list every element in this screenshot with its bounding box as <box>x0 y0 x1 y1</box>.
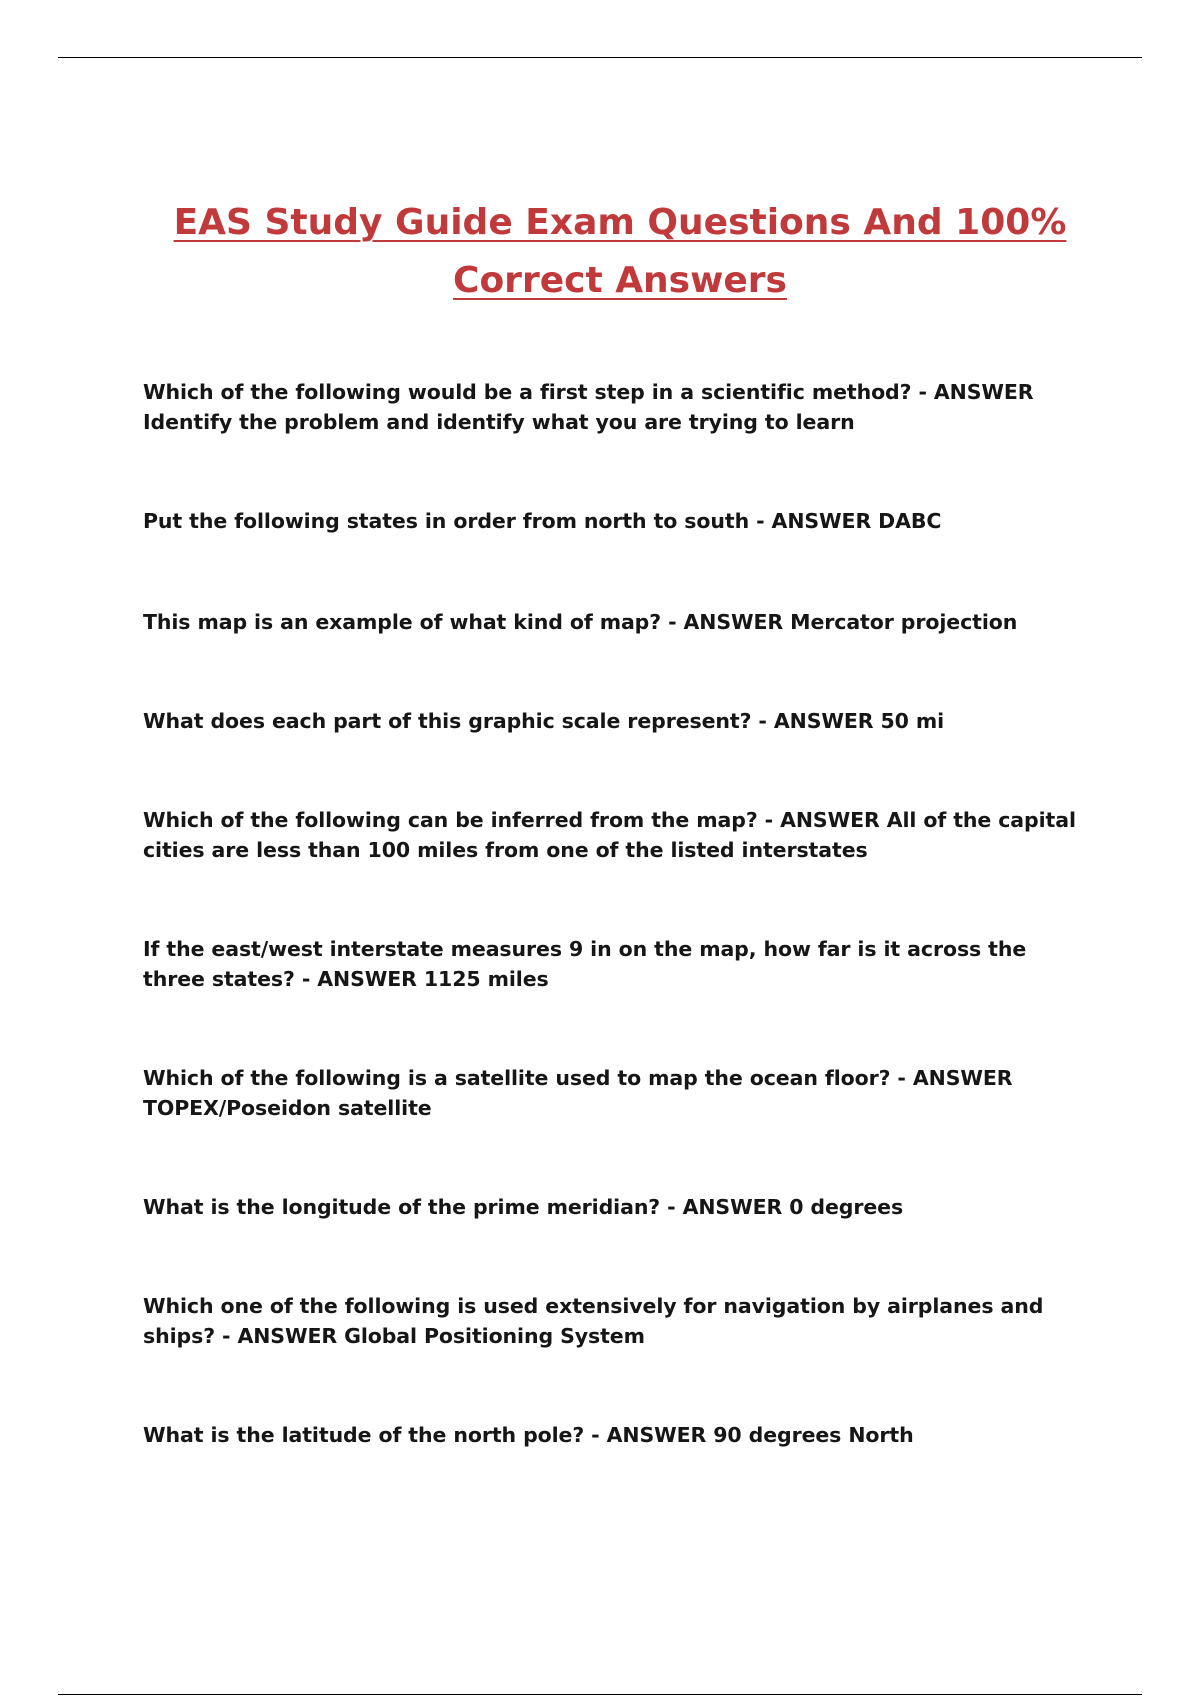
qa-item-4: What does each part of this graphic scale represent? - ANSWER 50 mi <box>143 709 945 733</box>
title-line-2: Correct Answers <box>453 260 787 301</box>
document-title <box>140 194 1100 310</box>
qa-item-8: What is the longitude of the prime meridian? - ANSWER 0 degrees <box>143 1195 904 1219</box>
qa-item-6: If the east/west interstate measures 9 in on the map, how far is it across the three states? - ANSWER 1125 miles <box>143 937 1027 991</box>
bottom-rule <box>58 1694 1142 1695</box>
qa-item-9: Which one of the following is used extensively for navigation by airplanes and ships? - ANSWER Global Positioning System <box>143 1294 1044 1348</box>
qa-item-1: Which of the following would be a first step in a scientific method? - ANSWER Identify the problem and identify what you are trying to learn <box>143 380 1034 434</box>
qa-item-2: Put the following states in order from north to south - ANSWER DABC <box>143 509 942 533</box>
title-line-1: EAS Study Guide Exam Questions And 100% <box>173 202 1067 243</box>
top-rule <box>58 57 1142 58</box>
qa-item-5: Which of the following can be inferred from the map? - ANSWER All of the capital cities are less than 100 miles from one of the listed interstates <box>143 808 1076 862</box>
qa-item-10: What is the latitude of the north pole? - ANSWER 90 degrees North <box>143 1423 914 1447</box>
qa-item-7: Which of the following is a satellite used to map the ocean floor? - ANSWER TOPEX/Poseidon satellite <box>143 1066 1013 1120</box>
qa-item-3: This map is an example of what kind of map? - ANSWER Mercator projection <box>143 610 1018 634</box>
